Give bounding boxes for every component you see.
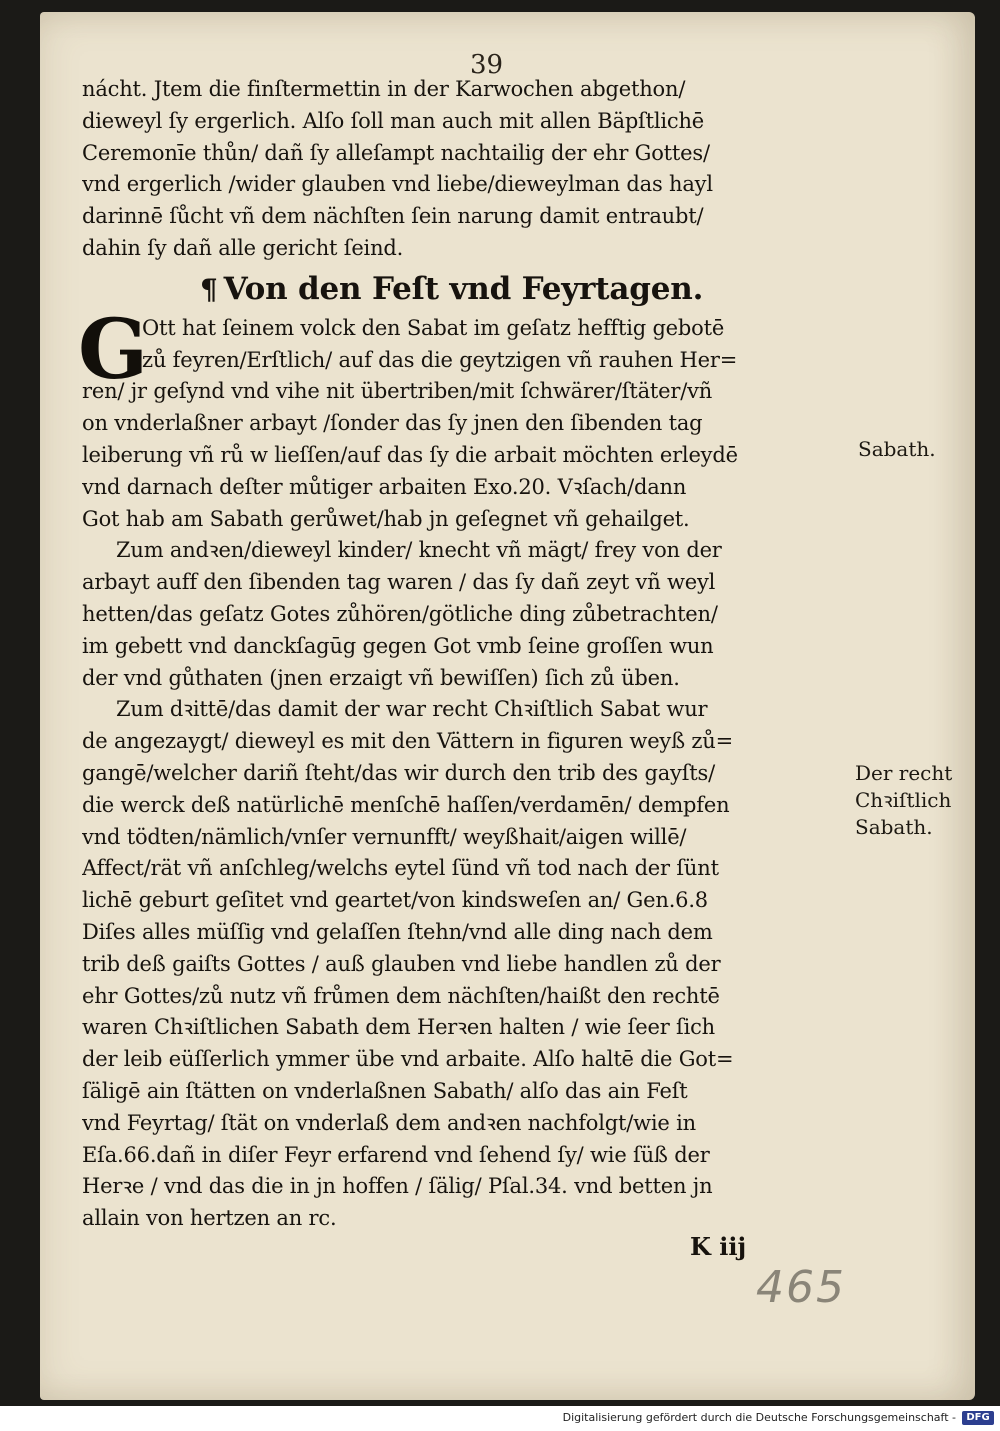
- text-line: zů feyren/Erſtlich/ auf das die geytzigen vñ rauhen Her=: [142, 347, 738, 372]
- text-line: die werck deß natürlichē menſchē haſſen/verdamēn/ dempfen: [82, 792, 730, 817]
- archive-number: 465: [756, 1262, 846, 1313]
- text-line: allain von hertzen an rc.: [82, 1206, 337, 1231]
- text-line: ren/ jr geſynd vnd vihe nit übertriben/mit ſchwärer/ſtäter/vñ: [82, 379, 713, 404]
- text-line: Got hab am Sabath gerůwet/hab jn geſegnet vñ gehailget.: [82, 506, 690, 531]
- text-line: Eſa.66.dañ in diſer Feyr erfarend vnd ſehend ſy/ wie ſüß der: [82, 1142, 710, 1167]
- page-body: [78, 74, 844, 1235]
- marginal-note-recht-sabath: [855, 760, 952, 841]
- page-number: 39: [470, 50, 504, 80]
- text-line: Ott hat ſeinem volck den Sabat im geſatz hefftig gebotē: [142, 315, 725, 340]
- text-line: der leib eüſſerlich ymmer übe vnd arbaite. Alſo haltē die Got=: [82, 1047, 734, 1072]
- text-line: vnd ergerlich /wider glauben vnd liebe/dieweylman das hayl: [82, 172, 713, 197]
- text-line: arbayt auff den ſibenden tag waren / das ſy dañ zeyt vñ weyl: [82, 570, 716, 595]
- section-heading: [82, 269, 844, 313]
- digitization-footer: [0, 1406, 1000, 1431]
- text-line: waren Chꝛiſtlichen Sabath dem Herꝛen halten / wie ſeer ſich: [82, 1015, 716, 1040]
- text-line: hetten/das geſatz Gotes zůhören/götliche ding zůbetrachten/: [82, 601, 718, 626]
- marginal-note-line: Der recht: [855, 761, 953, 785]
- text-line: de angezaygt/ dieweyl es mit den Vättern in figuren weyß zů=: [82, 729, 733, 754]
- text-line: Zum andꝛen/dieweyl kinder/ knecht vñ mägt/ frey von der: [116, 538, 722, 563]
- section-heading-text: Von den Feſt vnd Feyrtagen.: [223, 270, 704, 307]
- signature-mark: K iij: [690, 1232, 747, 1261]
- text-line: gangē/welcher dariñ ſteht/das wir durch den trib des gayſts/: [82, 760, 715, 785]
- text-line: dieweyl ſy ergerlich. Alſo ſoll man auch mit allen Bäpſtlichē: [82, 108, 705, 133]
- marginal-note-line: Sabath.: [855, 815, 933, 839]
- text-line: ehr Gottes/zů nutz vñ frůmen dem nächſten/haißt den rechtē: [82, 983, 720, 1008]
- dfg-logo-icon: DFG: [962, 1411, 994, 1425]
- text-line: Ceremonīe thůn/ dañ ſy alleſampt nachtailig der ehr Gottes/: [82, 140, 710, 165]
- text-line: der vnd gůthaten (jnen erzaigt vñ bewiſſen) ſich zů üben.: [82, 665, 680, 690]
- text-line: Zum dꝛittē/das damit der war recht Chꝛiſtlich Sabat wur: [116, 697, 708, 722]
- text-line: darinnē ſůcht vñ dem nächſten ſein narung damit entraubt/: [82, 204, 704, 229]
- text-line: Diſes alles müſſig vnd gelaſſen ſtehn/vnd alle ding nach dem: [82, 919, 713, 944]
- text-line: lichē geburt geſitet vnd geartet/von kindsweſen an/ Gen.6.8: [82, 888, 708, 913]
- marginal-note-sabath: Sabath.: [858, 437, 936, 461]
- text-line: Herꝛe / vnd das die in jn hoffen / ſälig/ Pſal.34. vnd betten jn: [82, 1174, 713, 1199]
- text-line: vnd tödten/nämlich/vnſer vernunfft/ weyßhait/aigen willē/: [82, 824, 687, 849]
- footer-text: Digitalisierung gefördert durch die Deutsche Forschungsgemeinschaft -: [562, 1411, 956, 1424]
- text-line: dahin ſy dañ alle gericht ſeind.: [82, 235, 404, 260]
- pilcrow-mark: ¶: [200, 272, 218, 306]
- text-line: Affect/rät vñ anſchleg/welchs eytel ſünd vñ tod nach der ſünt: [82, 856, 719, 881]
- text-line: on vnderlaßner arbayt /ſonder das ſy jnen den ſibenden tag: [82, 411, 703, 436]
- text-line: leiberung vñ rů w lieſſen/auf das ſy die arbait möchten erleydē: [82, 442, 738, 467]
- text-line: im gebett vnd danckſagūg gegen Got vmb ſeine groſſen wun: [82, 633, 714, 658]
- drop-capital: G: [78, 301, 148, 398]
- marginal-note-line: Chꝛiſtlich: [855, 788, 952, 812]
- text-line: ſäligē ain ſtätten on vnderlaßnen Sabath/ alſo das ain Feſt: [82, 1078, 688, 1103]
- text-line: vnd Feyrtag/ ſtät on vnderlaß dem andꝛen nachfolgt/wie in: [82, 1110, 696, 1135]
- paragraph: [78, 301, 844, 1235]
- text-line: vnd darnach deſter můtiger arbaiten Exo.20. Vꝛſach/dann: [82, 474, 687, 499]
- text-line: nácht. Jtem die finſtermettin in der Karwochen abgethon/: [82, 77, 686, 101]
- text-line: trib deß gaiſts Gottes / auß glauben vnd liebe handlen zů der: [82, 951, 721, 976]
